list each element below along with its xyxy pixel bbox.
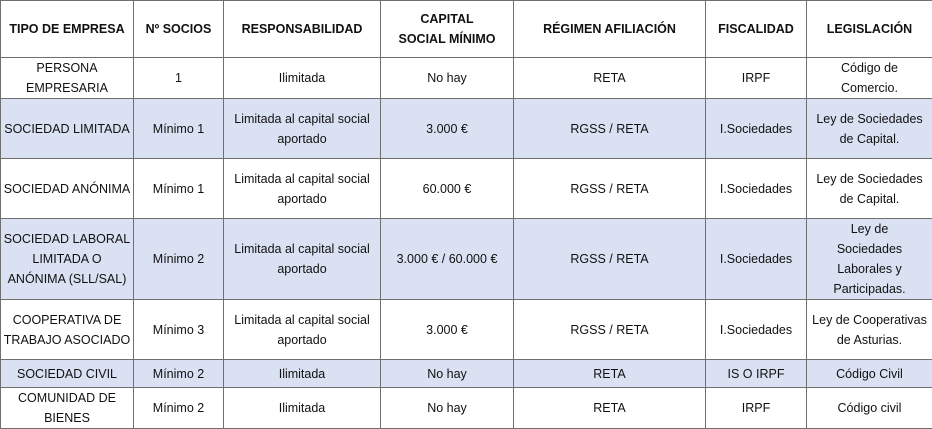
cell-capital: No hay xyxy=(381,388,514,429)
cell-responsabilidad: Limitada al capital social aportado xyxy=(224,159,381,219)
header-legislacion: LEGISLACIÓN xyxy=(807,1,932,58)
cell-regimen: RGSS / RETA xyxy=(514,219,706,300)
cell-regimen: RGSS / RETA xyxy=(514,99,706,159)
cell-fiscalidad: I.Sociedades xyxy=(706,300,807,360)
cell-responsabilidad: Limitada al capital social aportado xyxy=(224,219,381,300)
table-row xyxy=(1,99,932,159)
header-fiscalidad: FISCALIDAD xyxy=(706,1,807,58)
cell-capital: No hay xyxy=(381,360,514,388)
cell-capital: 3.000 € / 60.000 € xyxy=(381,219,514,300)
cell-legislacion: Código Civil xyxy=(807,360,932,388)
cell-legislacion: Código de Comercio. xyxy=(807,58,932,99)
header-row xyxy=(1,1,932,58)
cell-socios: Mínimo 1 xyxy=(134,159,224,219)
cell-capital: 3.000 € xyxy=(381,99,514,159)
cell-regimen: RETA xyxy=(514,360,706,388)
table-row xyxy=(1,219,932,300)
cell-capital: 3.000 € xyxy=(381,300,514,360)
cell-fiscalidad: I.Sociedades xyxy=(706,159,807,219)
cell-responsabilidad: Limitada al capital social aportado xyxy=(224,300,381,360)
table-row xyxy=(1,360,932,388)
cell-legislacion: Ley de Sociedades Laborales y Participadas. xyxy=(807,219,932,300)
cell-tipo: COOPERATIVA DE TRABAJO ASOCIADO xyxy=(1,300,134,360)
cell-fiscalidad: IS O IRPF xyxy=(706,360,807,388)
cell-fiscalidad: I.Sociedades xyxy=(706,219,807,300)
cell-socios: Mínimo 2 xyxy=(134,219,224,300)
cell-legislacion: Ley de Sociedades de Capital. xyxy=(807,99,932,159)
cell-regimen: RETA xyxy=(514,58,706,99)
header-tipo-empresa: TIPO DE EMPRESA xyxy=(1,1,134,58)
cell-socios: Mínimo 3 xyxy=(134,300,224,360)
table-row xyxy=(1,300,932,360)
cell-socios: Mínimo 2 xyxy=(134,388,224,429)
cell-tipo: SOCIEDAD LIMITADA xyxy=(1,99,134,159)
cell-regimen: RETA xyxy=(514,388,706,429)
table-row xyxy=(1,388,932,429)
cell-legislacion: Ley de Cooperativas de Asturias. xyxy=(807,300,932,360)
cell-tipo: PERSONA EMPRESARIA xyxy=(1,58,134,99)
cell-responsabilidad: Ilimitada xyxy=(224,58,381,99)
table-row xyxy=(1,58,932,99)
cell-tipo: SOCIEDAD CIVIL xyxy=(1,360,134,388)
cell-fiscalidad: IRPF xyxy=(706,58,807,99)
cell-legislacion: Ley de Sociedades de Capital. xyxy=(807,159,932,219)
cell-socios: 1 xyxy=(134,58,224,99)
cell-responsabilidad: Limitada al capital social aportado xyxy=(224,99,381,159)
cell-tipo: SOCIEDAD LABORAL LIMITADA O ANÓNIMA (SLL/SAL) xyxy=(1,219,134,300)
cell-legislacion: Código civil xyxy=(807,388,932,429)
cell-socios: Mínimo 2 xyxy=(134,360,224,388)
cell-responsabilidad: Ilimitada xyxy=(224,388,381,429)
header-regimen: RÉGIMEN AFILIACIÓN xyxy=(514,1,706,58)
table-row xyxy=(1,159,932,219)
cell-socios: Mínimo 1 xyxy=(134,99,224,159)
cell-regimen: RGSS / RETA xyxy=(514,159,706,219)
cell-tipo: COMUNIDAD DE BIENES xyxy=(1,388,134,429)
cell-capital: 60.000 € xyxy=(381,159,514,219)
header-responsabilidad: RESPONSABILIDAD xyxy=(224,1,381,58)
cell-fiscalidad: I.Sociedades xyxy=(706,99,807,159)
cell-responsabilidad: Ilimitada xyxy=(224,360,381,388)
cell-fiscalidad: IRPF xyxy=(706,388,807,429)
cell-tipo: SOCIEDAD ANÓNIMA xyxy=(1,159,134,219)
header-capital-social: CAPITAL SOCIAL MÍNIMO xyxy=(381,1,514,58)
cell-regimen: RGSS / RETA xyxy=(514,300,706,360)
cell-capital: No hay xyxy=(381,58,514,99)
header-num-socios: Nº SOCIOS xyxy=(134,1,224,58)
